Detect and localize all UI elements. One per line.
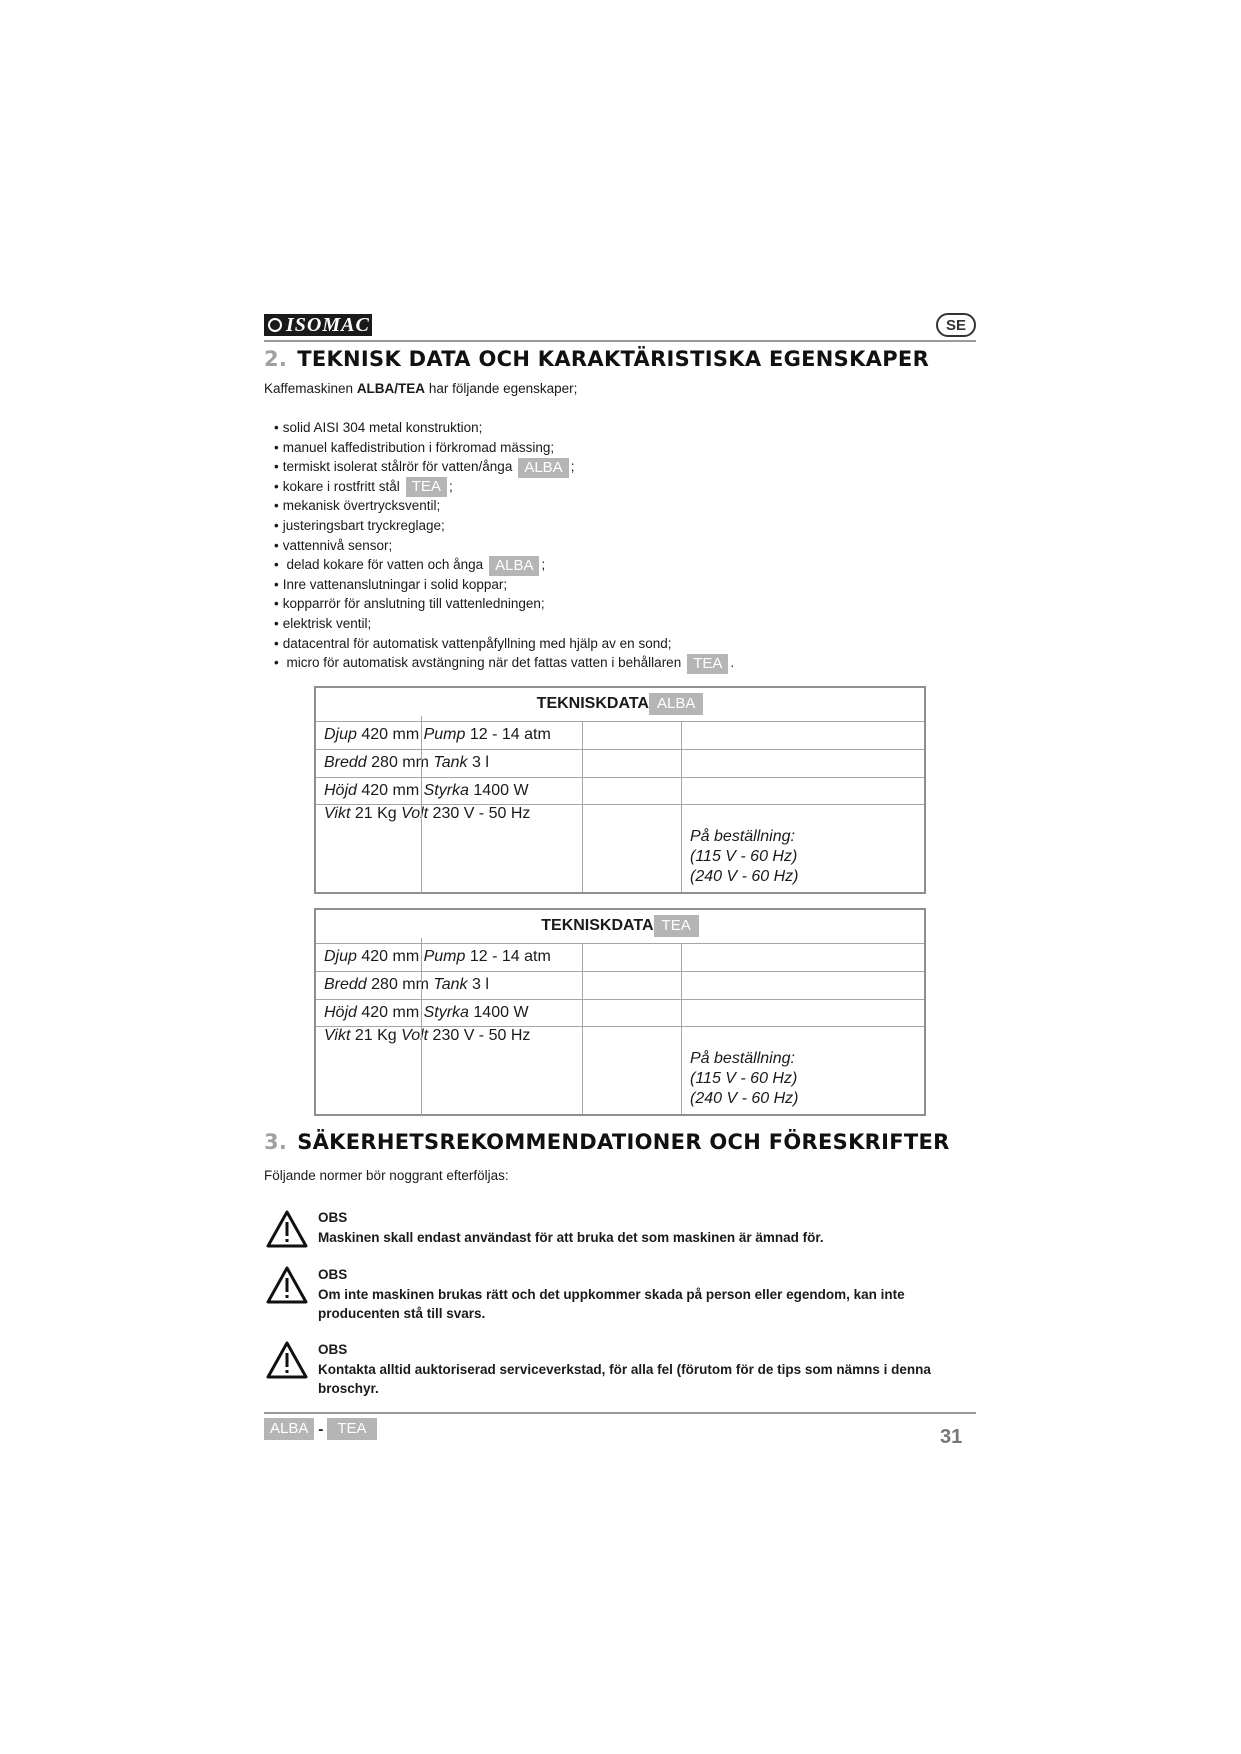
spec-value: 280 mm [371,753,429,771]
feature-list-item [274,555,734,575]
spec-value: 21 Kg [354,1027,397,1045]
options-line: (240 V - 60 Hz) [690,868,799,886]
logo-text: ISOMAC [286,313,370,336]
options-cell [682,722,926,750]
warning-text: Maskinen skall endast användast för att bruka det som maskinen är ämnad för. [318,1230,824,1245]
footer-model-alba: ALBA [264,1418,314,1440]
options-cell [682,777,926,805]
table-row [315,722,925,750]
spec-label: Djup [324,726,357,743]
table-row [315,944,925,972]
spec-cell [315,944,583,972]
spec-cell [315,777,583,805]
spec-cell [315,1027,583,1115]
bullet-dot: • [274,439,279,455]
empty-cell [583,1027,682,1115]
table-row [315,1027,925,1115]
footer-separator: - [318,1420,324,1438]
spec-label: Tank [433,975,468,993]
table-inner-rule [421,938,422,1116]
bullet-dot: • [274,615,279,631]
feature-text: elektrisk ventil; [282,615,372,631]
spec-label: Bredd [324,753,367,771]
empty-cell [583,971,682,999]
options-line: (115 V - 60 Hz) [690,1070,798,1088]
feature-text: kokare i rostfritt stål [282,478,400,494]
warning-label: OBS [318,1267,348,1282]
spec-cell [315,722,583,750]
section-number: 2. [264,347,288,371]
header-divider [264,340,976,342]
empty-cell [583,722,682,750]
feature-punctuation: ; [448,478,453,494]
model-tag: TEA [687,654,728,674]
section-3-intro: Följande normer bör noggrant efterföljas: [264,1168,509,1183]
section-title: TEKNISK DATA OCH KARAKTÄRISTISKA EGENSKAPER [297,347,930,371]
feature-text: solid AISI 304 metal konstruktion; [282,420,483,435]
spec-label: Höjd [324,781,357,799]
warning-triangle-icon [266,1341,308,1379]
spec-cell [315,749,583,777]
feature-text: Inre vattenanslutningar i solid koppar; [282,576,508,592]
spec-value: 420 mm [361,781,420,799]
feature-list-item [274,457,734,477]
feature-text: mekanisk övertrycksventil; [282,498,441,514]
model-tag: ALBA [489,556,539,576]
warning-label: OBS [318,1342,348,1357]
options-cell [682,749,926,777]
model-tag: ALBA [518,458,568,478]
section-2-intro: Kaffemaskinen ALBA/TEA har följande egenskaper; [264,381,578,396]
bullet-dot: • [274,420,279,435]
spec-value: 3 l [471,753,489,771]
spec-label: Pump [423,726,466,743]
logo-emblem-icon [268,318,282,332]
bullet-dot: • [274,655,279,671]
table-model-tag: TEA [654,915,699,937]
feature-text: kopparrör för anslutning till vattenledningen; [282,596,545,612]
spec-label: Pump [423,948,466,965]
footer-models [264,1418,377,1440]
bullet-dot: • [274,517,279,533]
bullet-dot: • [274,596,279,612]
options-cell [682,805,926,893]
spec-cell [315,999,583,1027]
feature-text: datacentral för automatisk vattenpåfyllning med hjälp av en sond; [282,635,672,651]
spec-label: Vikt [324,1027,351,1045]
feature-punctuation: ; [570,459,575,475]
table-title-cell [315,909,925,944]
feature-list-item [274,536,734,556]
section-3-heading [264,1130,950,1154]
feature-list-item [274,438,734,458]
spec-value: 1400 W [473,1003,529,1021]
feature-text: termiskt isolerat stålrör för vatten/ånga [282,459,513,475]
spec-value: 280 mm [371,975,429,993]
options-cell [682,944,926,972]
feature-text: delad kokare för vatten och ånga [282,557,484,573]
feature-text: justeringsbart tryckreglage; [282,517,445,533]
bullet-dot: • [274,557,279,573]
spec-label: Styrka [423,781,469,799]
bullet-dot: • [274,635,279,651]
spec-value: 12 - 14 atm [469,726,551,743]
spec-value: 230 V - 50 Hz [432,1027,531,1045]
table-row [315,749,925,777]
spec-label: Volt [401,1027,429,1045]
options-cell [682,1027,926,1115]
table-row [315,999,925,1027]
bullet-dot: • [274,537,279,553]
options-cell [682,999,926,1027]
footer-model-tea: TEA [327,1418,376,1440]
table-model-tag: ALBA [649,693,703,715]
feature-list-item [274,634,734,654]
spec-value: 1400 W [473,781,529,799]
feature-text: vattennivå sensor; [282,537,393,553]
options-line: (115 V - 60 Hz) [690,848,798,866]
spec-label: Bredd [324,975,367,993]
spec-label: Höjd [324,1003,357,1021]
feature-list-item [274,614,734,634]
spec-label: Volt [401,805,429,823]
table-row [315,805,925,893]
spec-value: 230 V - 50 Hz [432,805,531,823]
spec-value: 420 mm [361,726,420,743]
bullet-dot: • [274,478,279,494]
table-row [315,971,925,999]
spec-table-alba [314,686,926,894]
spec-value: 420 mm [361,1003,420,1021]
feature-punctuation: ; [541,557,546,573]
spec-value: 420 mm [361,948,420,965]
feature-list-item [274,477,734,497]
section-number: 3. [264,1130,288,1154]
empty-cell [583,944,682,972]
section-2-heading [264,347,929,371]
warning-triangle-icon [266,1266,308,1304]
table-title: TEKNISKDATA [541,917,654,934]
language-badge: SE [936,313,976,337]
options-line: (240 V - 60 Hz) [690,1090,799,1108]
spec-label: Styrka [423,1003,469,1021]
empty-cell [583,777,682,805]
feature-list-item [274,594,734,614]
footer-divider [264,1412,976,1414]
table-title: TEKNISKDATA [536,695,649,712]
page-number: 31 [940,1426,963,1448]
feature-list-item [274,653,734,673]
spec-label: Djup [324,948,357,965]
spec-value: 3 l [471,975,489,993]
feature-list-item [274,516,734,536]
warning-text: Om inte maskinen brukas rätt och det uppkommer skada på person eller egendom, kan inte producenten stå till svars. [318,1287,905,1321]
table-inner-rule [421,716,422,894]
spec-value: 12 - 14 atm [469,948,551,965]
empty-cell [583,749,682,777]
spec-label: Vikt [324,805,351,823]
feature-list [274,418,734,673]
bullet-dot: • [274,498,279,514]
bullet-dot: • [274,576,279,592]
spec-table-tea [314,908,926,1116]
spec-value: 21 Kg [354,805,397,823]
section-title: SÄKERHETSREKOMMENDATIONER OCH FÖRESKRIFTER [297,1130,950,1154]
options-line: På beställning: [690,828,795,846]
warning-label: OBS [318,1210,348,1225]
feature-list-item [274,418,734,438]
table-title-cell [315,687,925,722]
empty-cell [583,999,682,1027]
options-line: På beställning: [690,1050,795,1068]
empty-cell [583,805,682,893]
warning-triangle-icon [266,1210,308,1248]
warning-text: Kontakta alltid auktoriserad serviceverkstad, för alla fel (förutom för de tips som nämns i denna broschyr. [318,1362,931,1396]
bullet-dot: • [274,459,279,475]
intro-models: ALBA/TEA [356,381,426,396]
table-row [315,777,925,805]
options-cell [682,971,926,999]
feature-text: manuel kaffedistribution i förkromad mässing; [282,439,555,455]
model-tag: TEA [406,477,447,497]
feature-text: micro för automatisk avstängning när det fattas vatten i behållaren [282,655,682,671]
spec-cell [315,971,583,999]
spec-label: Tank [433,753,468,771]
feature-list-item [274,575,734,595]
feature-punctuation: . [730,655,735,671]
isomac-logo [264,314,372,336]
feature-list-item [274,496,734,516]
spec-cell [315,805,583,893]
